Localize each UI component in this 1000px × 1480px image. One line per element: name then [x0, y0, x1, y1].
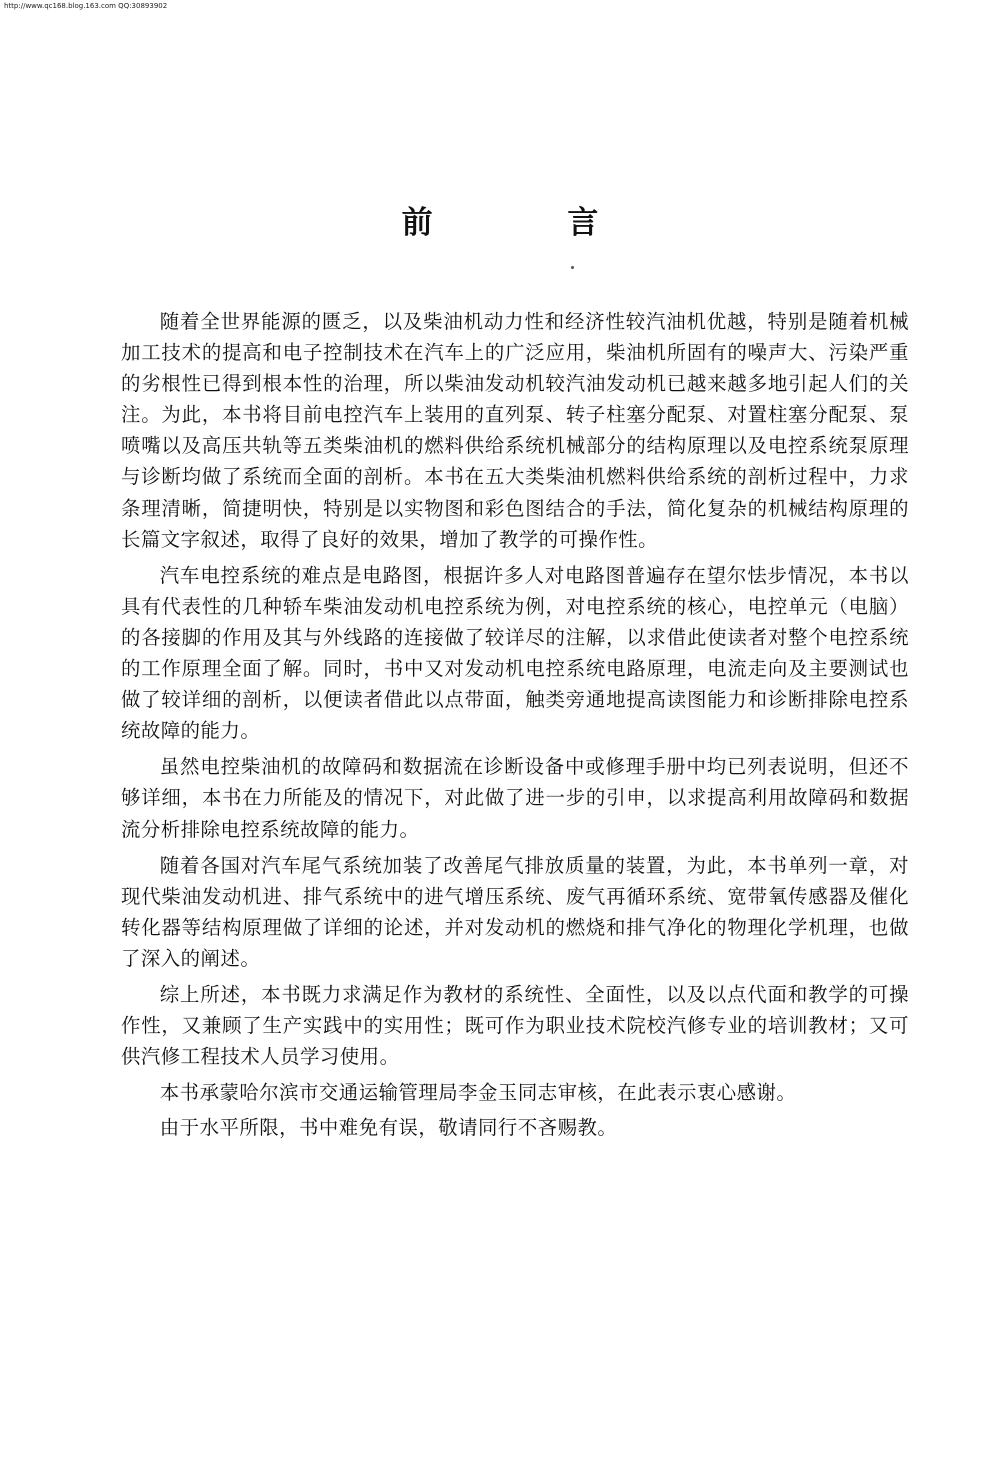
- paragraph-acknowledgement: 本书承蒙哈尔滨市交通运输管理局李金玉同志审核，在此表示衷心感谢。: [159, 1081, 797, 1105]
- paragraph-summary: 综上所述，本书既力求满足作为教材的系统性、全面性，以及以点代面和教学的可操作性，又兼顾了生产实践中的实用性；既可作为职业技术院校汽修专业的培训教材；又可供汽修工程技术人员学习使用。: [121, 982, 909, 1069]
- watermark-url: http://www.qc168.blog.163.com QQ:30893902: [4, 2, 168, 10]
- paragraph-fault-codes: 虽然电控柴油机的故障码和数据流在诊断设备中或修理手册中均已列表说明，但还不够详细，本书在力所能及的情况下，对此做了进一步的引申，以求提高利用故障码和数据流分析排除电控系统故障的能力。: [121, 755, 909, 841]
- scan-speck: [571, 266, 574, 269]
- preface-body: [121, 306, 909, 1147]
- paragraph-disclaimer: 由于水平所限，书中难免有误，敬请同行不吝赐教。: [159, 1116, 618, 1140]
- paragraph-circuit-diagrams: 汽车电控系统的难点是电路图，根据许多人对电路图普遍存在望尔怯步情况，本书以具有代表性的几种轿车柴油发动机电控系统为例，对电控系统的核心，电控单元（电脑）的各接脚的作用及其与外线路的连接做了较详尽的注解，以求借此使读者对整个电控系统的工作原理全面了解。同时，书中又对发动机电控系统电路原理，电流走向及主要测试也做了较详细的剖析，以便读者借此以点带面，触类旁通地提高读图能力和诊断排除电控系统故障的能力。: [121, 563, 909, 743]
- paragraph-exhaust-systems: 随着各国对汽车尾气系统加装了改善尾气排放质量的装置，为此，本书单列一章，对现代柴油发动机进、排气系统中的进气增压系统、废气再循环系统、宽带氧传感器及催化转化器等结构原理做了详细的论述，并对发动机的燃烧和排气净化的物理化学机理，也做了深入的阐述。: [121, 853, 909, 970]
- paragraph-intro: 随着全世界能源的匮乏，以及柴油机动力性和经济性较汽油机优越，特别是随着机械加工技术的提高和电子控制技术在汽车上的广泛应用，柴油机所固有的噪声大、污染严重的劣根性已得到根本性的治理，所以柴油发动机较汽油发动机已越来越多地引起人们的关注。为此，本书将目前电控汽车上装用的直列泵、转子柱塞分配泵、对置柱塞分配泵、泵喷嘴以及高压共轨等五类柴油机的燃料供给系统机械部分的结构原理以及电控系统泵原理与诊断均做了系统而全面的剖析。本书在五大类柴油机燃料供给系统的剖析过程中，力求条理清晰，简捷明快，特别是以实物图和彩色图结合的手法，简化复杂的机械结构原理的长篇文字叙述，取得了良好的效果，增加了教学的可操作性。: [121, 310, 909, 551]
- page-title: 前 言: [401, 205, 661, 241]
